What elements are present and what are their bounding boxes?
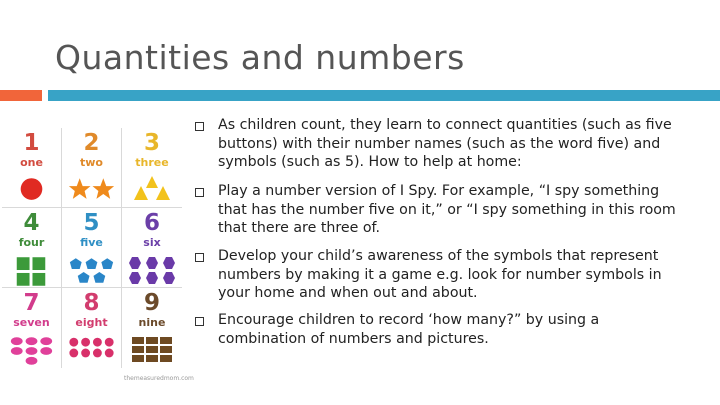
digit: 6: [143, 210, 160, 236]
blue-pentagon-icon: [62, 254, 121, 288]
bullet-box-icon: [195, 253, 204, 262]
digit: 5: [83, 210, 100, 236]
number-word: seven: [13, 316, 50, 329]
number-chart: [2, 128, 194, 384]
chart-cell-5: [62, 208, 122, 288]
red-circle-icon: [2, 174, 61, 208]
digit: 9: [143, 290, 160, 316]
magenta-circle-icon: [62, 334, 121, 368]
chart-cell-1: [2, 128, 62, 208]
number-word: two: [80, 156, 103, 169]
number-word: three: [135, 156, 169, 169]
number-word: six: [143, 236, 161, 249]
digit: 8: [83, 290, 100, 316]
pink-oval-icon: [2, 334, 61, 368]
bullet-text: Develop your child’s awareness of the symbols that represent numbers by making it a game e.g. look for number symbols in your home and when out and about.: [218, 248, 662, 302]
bullet-box-icon: [195, 122, 204, 131]
chart-cell-9: [122, 288, 182, 368]
bullet-box-icon: [195, 317, 204, 326]
number-word: eight: [75, 316, 108, 329]
chart-cell-2: [62, 128, 122, 208]
bullet-text: As children count, they learn to connect quantities (such as five buttons) with their number names (such as the word five) and symbols (such as 5). How to help at home:: [218, 117, 672, 171]
digit: 1: [23, 130, 40, 156]
accent-bar-right: [48, 90, 720, 101]
digit: 3: [143, 130, 160, 156]
site-caption: themeasuredmom.com: [124, 375, 194, 382]
chart-cell-3: [122, 128, 182, 208]
slide-title: Quantities and numbers: [55, 38, 465, 77]
bullet-box-icon: [195, 188, 204, 197]
number-word: five: [80, 236, 103, 249]
yellow-triangle-icon: [122, 174, 182, 208]
bullet-text: Encourage children to record ‘how many?” by using a combination of numbers and pictures.: [218, 312, 600, 347]
number-word: one: [20, 156, 43, 169]
brown-rectangle-icon: [122, 334, 182, 368]
chart-cell-8: [62, 288, 122, 368]
purple-hexagon-icon: [122, 254, 182, 288]
green-square-icon: [2, 254, 61, 288]
chart-cell-4: [2, 208, 62, 288]
digit: 7: [23, 290, 40, 316]
digit: 4: [23, 210, 40, 236]
chart-cell-7: [2, 288, 62, 368]
number-word: four: [18, 236, 45, 249]
bullet-text: Play a number version of I Spy. For example, “I spy something that has the number five on it,” or “I spy something in this room that there are three of.: [218, 183, 676, 237]
orange-star-icon: [62, 174, 121, 208]
accent-bar-left: [0, 90, 42, 101]
number-word: nine: [138, 316, 166, 329]
digit: 2: [83, 130, 100, 156]
chart-cell-6: [122, 208, 182, 288]
